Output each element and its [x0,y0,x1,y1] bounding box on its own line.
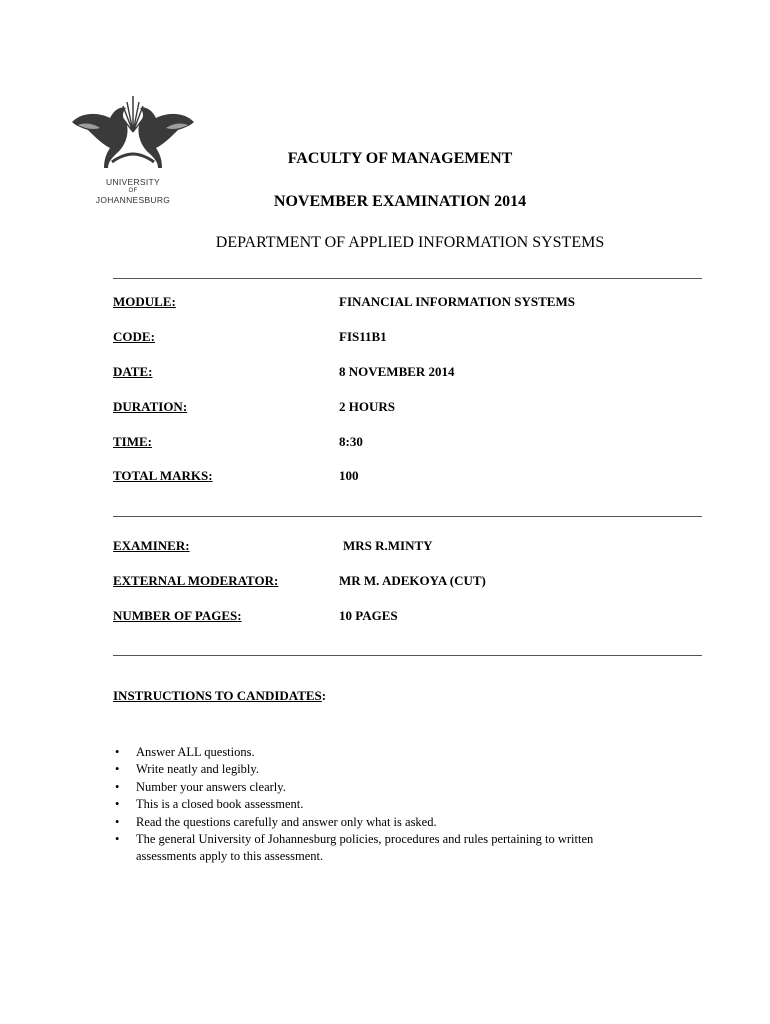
bullet-icon: • [115,814,120,829]
external-moderator-label: EXTERNAL MODERATOR: [113,573,279,588]
module-value: FINANCIAL INFORMATION SYSTEMS [339,294,575,309]
list-item: • The general University of Johannesburg policies, procedures and rules pertaining to written assessments apply to this assessment. [115,832,594,864]
divider [113,516,702,517]
exam-heading: NOVEMBER EXAMINATION 2014 [273,193,527,210]
duration-value: 2 HOURS [339,399,395,414]
logo-text-university: UNIVERSITY [105,177,160,187]
code-label: CODE: [113,329,155,344]
number-of-pages-value: 10 PAGES [339,608,398,623]
department-heading: DEPARTMENT OF APPLIED INFORMATION SYSTEMS [215,234,605,251]
duration-label: DURATION: [113,399,188,414]
logo-text-johannesburg: JOHANNESBURG [95,195,171,205]
list-item: • Number your answers clearly. [113,779,653,796]
examiner-label: EXAMINER: [113,538,190,553]
total-marks-label: TOTAL MARKS: [113,468,213,483]
divider [113,278,702,279]
bullet-icon: • [115,779,120,794]
date-label: DATE: [113,364,153,379]
number-of-pages-label: NUMBER OF PAGES: [113,608,242,623]
divider [113,655,702,656]
bullet-icon: • [115,832,120,847]
time-value: 8:30 [339,434,363,449]
bullet-icon: • [115,797,120,812]
list-item: • Answer ALL questions. [113,744,653,761]
total-marks-value: 100 [339,468,359,483]
bullet-icon: • [115,745,120,759]
module-label: MODULE: [113,294,176,309]
time-label: TIME: [113,434,153,449]
list-item: • This is a closed book assessment. [113,796,653,813]
external-moderator-value: MR M. ADEKOYA (CUT) [339,573,486,588]
examiner-value: MRS R.MINTY [343,538,433,553]
code-value: FIS11B1 [339,329,387,344]
instructions-list [113,744,653,866]
instructions-heading: INSTRUCTIONS TO CANDIDATES: [113,688,327,703]
faculty-heading: FACULTY OF MANAGEMENT [287,150,513,167]
logo-text-of: OF [128,188,138,194]
bullet-icon: • [115,762,120,777]
date-value: 8 NOVEMBER 2014 [339,364,455,379]
list-item: • Read the questions carefully and answer only what is asked. [113,814,653,831]
list-item: • Write neatly and legibly. [113,761,653,778]
